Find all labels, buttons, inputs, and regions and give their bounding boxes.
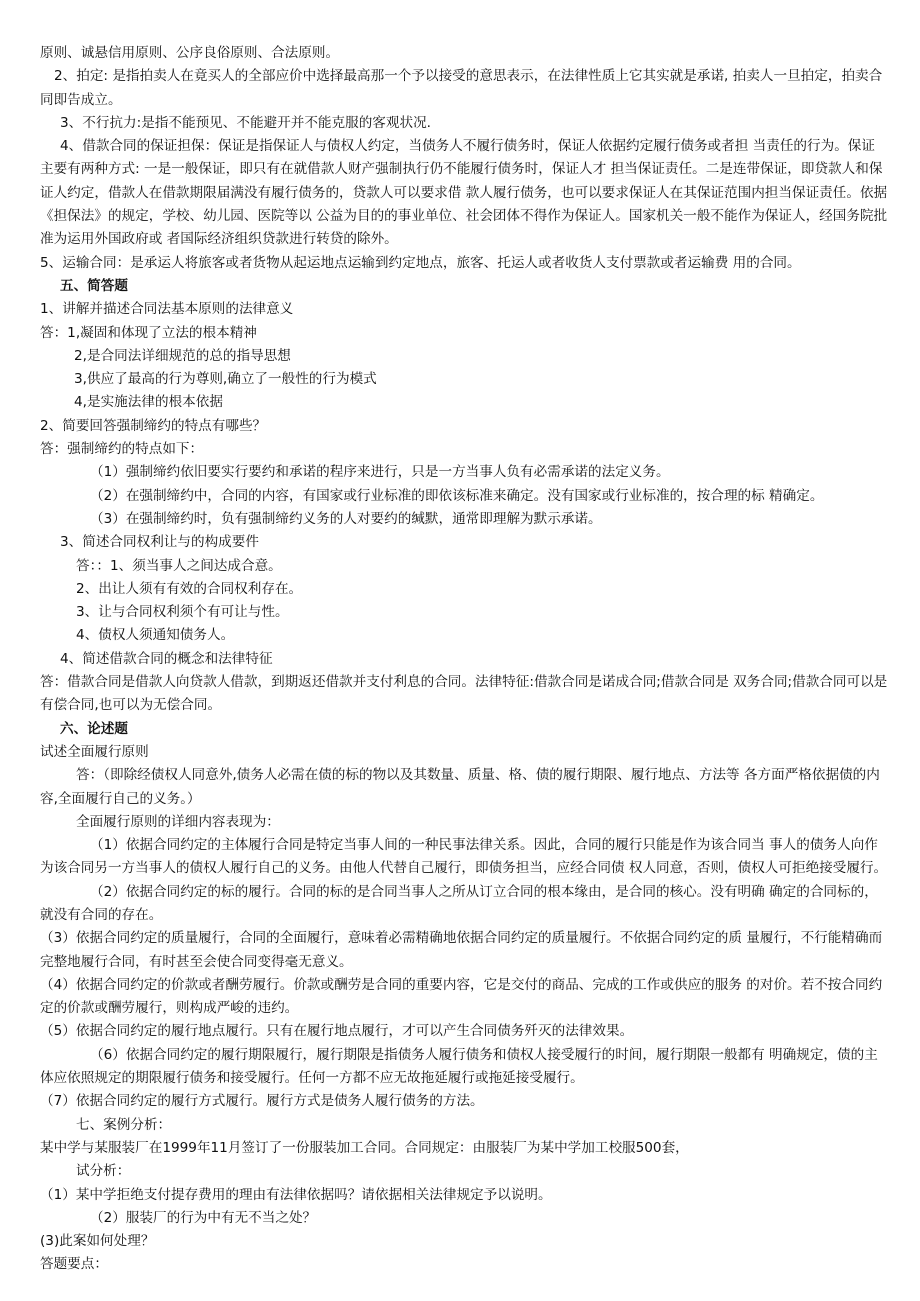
answer-line: 答：1,凝固和体现了立法的根本精神 bbox=[40, 324, 257, 341]
case-question: （2）服装厂的行为中有无不当之处？ bbox=[90, 1209, 317, 1226]
case-question: （1）某中学拒绝支付提存费用的理由有法律依据吗？请依据相关法律规定予以说明。 bbox=[40, 1186, 552, 1203]
answer-line: 2、出让人须有有效的合同权利存在。 bbox=[76, 580, 303, 597]
case-text: 答题要点： bbox=[40, 1256, 108, 1273]
section-heading: 六、论述题 bbox=[60, 720, 128, 737]
answer-line: （5）依据合同约定的履行地点履行。只有在履行地点履行，才可以产生合同债务歼灭的法律效果。 bbox=[40, 1023, 634, 1040]
answer-line: （7）依据合同约定的履行方式履行。履行方式是债务人履行债务的方法。 bbox=[40, 1093, 484, 1110]
section-heading: 七、案例分析： bbox=[76, 1116, 172, 1133]
question-line: 3、简述合同权利让与的构成要件 bbox=[60, 534, 259, 551]
answer-paragraph: 答：（即除经债权人同意外,债务人必需在债的标的物以及其数量、质量、格、债的履行期限、履行地点、方法等 各方面严格依据债的内容,全面履行自己的义务。） bbox=[40, 767, 880, 807]
section-heading: 五、简答题 bbox=[60, 277, 128, 294]
question-line: 1、讲解并描述合同法基本原则的法律意义 bbox=[40, 301, 294, 318]
answer-line: 3,供应了最高的行为尊则,确立了一般性的行为模式 bbox=[74, 371, 377, 388]
answer-line: 答：强制缔约的特点如下： bbox=[40, 441, 204, 458]
question-line: 2、简要回答强制缔约的特点有哪些？ bbox=[40, 417, 267, 434]
case-question: (3)此案如何处理？ bbox=[40, 1233, 155, 1250]
answer-line: 答：：1、须当事人之间达成合意。 bbox=[76, 557, 282, 574]
text-paragraph: 2、拍定: 是指拍卖人在竟买人的全部应价中选择最高那一个予以接受的意思表示，在法律性质上它其实就是承诺, 拍卖人一旦拍定，拍卖合同即告成立。 bbox=[40, 68, 883, 108]
answer-paragraph: （1）依据合同约定的主体履行合同是特定当事人间的一种民事法律关系。因此，合同的履行只能是作为该合同当 事人的债务人向作为该合同另一方当事人的债权人履行自己的义务。由他人代替自己履行，即债务担当，应经合同债 权人同意，否则，债权人可拒绝接受履行。 bbox=[40, 837, 888, 877]
answer-paragraph: 答：借款合同是借款人向贷款人借款，到期返还借款并支付利息的合同。法律特征:借款合同是诺成合同;借款合同是 双务合同;借款合同可以是有偿合同,也可以为无偿合同。 bbox=[40, 674, 888, 714]
answer-line: 4、债权人须通知债务人。 bbox=[76, 627, 235, 644]
question-line: 4、简述借款合同的概念和法律特征 bbox=[60, 650, 273, 667]
text-line: 3、不行抗力:是指不能预见、不能避开并不能克服的客观状况. bbox=[60, 114, 431, 131]
text-line: 原则、诚悬信用原则、公序良俗原则、合法原则。 bbox=[40, 45, 340, 61]
answer-line: 4,是实施法律的根本依据 bbox=[74, 394, 223, 411]
answer-paragraph: （2）依据合同约定的标的履行。合同的标的是合同当事人之所从订立合同的根本缘由，是合同的核心。没有明确 确定的合同标的，就没有合同的存在。 bbox=[40, 883, 878, 923]
question-line: 试述全面履行原则 bbox=[40, 743, 149, 760]
case-text: 试分析： bbox=[76, 1163, 131, 1180]
answer-line: （3）在强制缔约时，负有强制缔约义务的人对要约的缄默，通常即理解为默示承诺。 bbox=[90, 510, 602, 527]
case-text: 某中学与某服装厂在1999年11月签订了一份服装加工合同。合同规定：由服装厂为某中学加工校服500套， bbox=[40, 1139, 689, 1156]
answer-paragraph: （6）依据合同约定的履行期限履行，履行期限是指债务人履行债务和债权人接受履行的时间，履行期限一般都有 明确规定，债的主体应依照规定的期限履行债务和接受履行。任何一方都不应无故拖延履行或拖延接受履行。 bbox=[40, 1046, 878, 1087]
answer-paragraph: （2）在强制缔约中，合同的内容，有国家或行业标准的即依该标准来确定。没有国家或行业标准的，按合理的标 精确定。 bbox=[90, 487, 824, 504]
answer-line: 3、让与合同权利须个有可让与性。 bbox=[76, 604, 289, 621]
answer-line: 2,是合同法详细规范的总的指导思想 bbox=[74, 347, 291, 364]
answer-paragraph: （4）依据合同约定的价款或者酬劳履行。价款或酬劳是合同的重要内容，它是交付的商品、完成的工作或供应的服务 的对价。若不按合同约定的价款或酬劳履行，则构成严峻的违约。 bbox=[40, 976, 883, 1017]
document-page bbox=[40, 42, 888, 1277]
answer-paragraph: （3）依据合同约定的质量履行，合同的全面履行，意味着必需精确地依据合同约定的质量履行。不依据合同约定的质 量履行，不行能精确而完整地履行合同，有时甚至会使合同变得毫无意义。 bbox=[40, 930, 883, 970]
answer-line: （1）强制缔约依旧要实行要约和承诺的程序来进行，只是一方当事人负有必需承诺的法定义务。 bbox=[90, 464, 670, 481]
answer-line: 全面履行原则的详细内容表现为： bbox=[76, 813, 280, 830]
text-paragraph: 5、运输合同：是承运人将旅客或者货物从起运地点运输到约定地点，旅客、托运人或者收货人支付票款或者运输费 用的合同。 bbox=[40, 254, 801, 271]
text-paragraph: 4、借款合同的保证担保：保证是指保证人与债权人约定，当债务人不履行债务时，保证人依据约定履行债务或者担 当责任的行为。保证主要有两种方式: 一是一般保证，即只有在就借款人财产强制执行仍不能履行债务时，保证人才 担当保证责任。二是连带保证，即贷款人和保证人约定，借款人在借款期限届满没有履行债务的，贷款人可以要求借 款人履行债务，也可以要求保证人在其保证范围内担当保证责任。依据《担保法》的规定，学校、幼儿园、医院等以 公益为目的的事业单位、社会团体不得作为保证人。国家机关一般不能作为保证人，经国务院批准为运用外国政府或 者国际经济组织贷款进行转贷的除外。 bbox=[40, 138, 888, 248]
